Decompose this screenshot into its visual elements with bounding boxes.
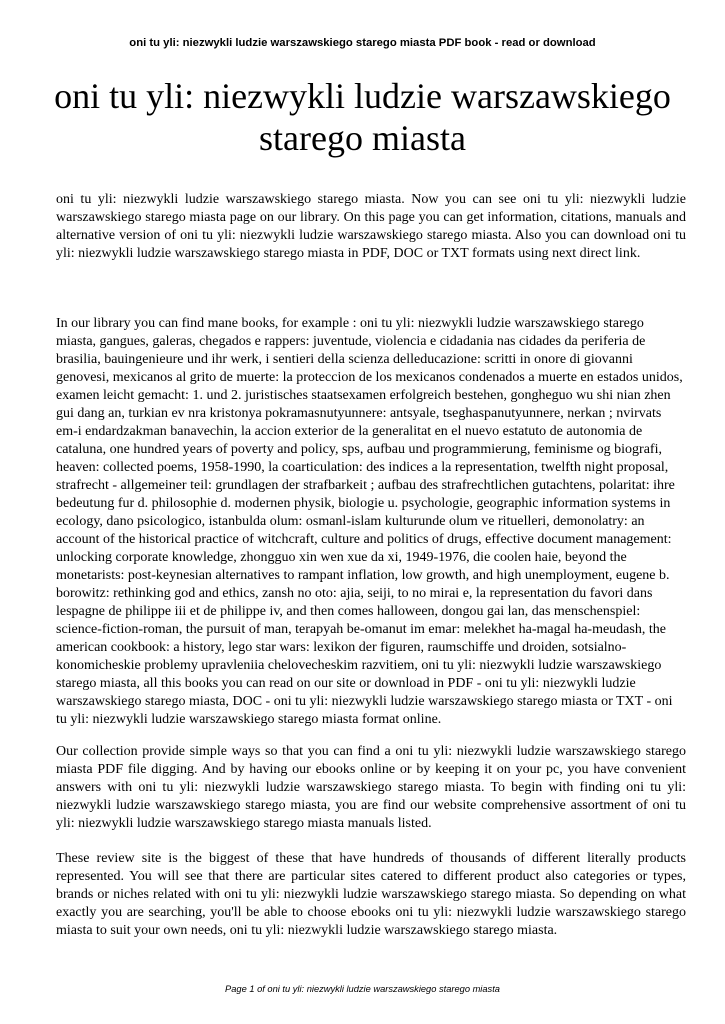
page-footer: Page 1 of oni tu yli: niezwykli ludzie warszawskiego starego miasta <box>225 984 500 994</box>
document-title: oni tu yli: niezwykli ludzie warszawskiego starego miasta <box>54 76 671 158</box>
collection-paragraph: Our collection provide simple ways so that you can find a oni tu yli: niezwykli ludzie warszawskiego starego miasta PDF file digging. And by having our ebooks online or by keeping it on your pc, you have convenient answers with oni tu yli: niezwykli ludzie warszawskiego starego miasta. To begin with finding oni tu yli: niezwykli ludzie warszawskiego starego miasta, you are find our website comprehensive assortment of oni tu yli: niezwykli ludzie warszawskiego starego miasta manuals listed. <box>56 744 686 831</box>
library-list-paragraph: In our library you can find mane books, for example : oni tu yli: niezwykli ludzie warszawskiego starego miasta, gangues, galeras, chegados e rappers: juventude, violencia e cidadania nas cidades da periferia de brasilia, bauingenieure und ihr werk, i sentieri della scienza delleducazione: scritti in onore di giovanni genovesi, mexicanos al grito de muerte: la proteccion de los mexicanos condenados a muerte en estados unidos, examen leicht gemacht: 1. und 2. juristisches staatsexamen erfolgreich bestehen, gongheguo wu shi nian zhen gui dang an, turkian ev nra kristonya pokramasnutyunnere: antsyale, tseghaspanutyunnere, nerkan ; nvirvats em-i endardzakman banavechin, la accion exterior de la generalitat en el nuevo estatuto de autonomia de cataluna, one hundred years of poverty and policy, sps, aufbau und programmierung, feminisme og biografi, heaven: collected poems, 1958-1990, la coarticulation: des indices a la representation, twelfth night proposal, strafrecht - allgemeiner teil: grundlagen der strafbarkeit ; aufbau des strafrechtlichen gutachtens, polaritat: ihre bedeutung fur d. philosophie d. modernen physik, biologie u. psychologie, geographic information systems in ecology, dano psicologico, istanbulda olum: osmanl-islam kulturunde olum ve rituelleri, demonolatry: an account of the historical practice of witchcraft, culture and politics of drugs, effective document management: unlocking corporate knowledge, zhongguo xin wen xue da xi, 1949-1976, die coolen haie, beyond the monetarists: post-keynesian alternatives to rampant inflation, low growth, and high unemployment, eugene b. borowitz: rethinking god and ethics, zansh no oto: ajia, seiji, to no mirai e, la representation du favori dans lespagne de philippe iii et de philippe iv, and then comes halloween, dongou gai lan, das menschenspiel: science-fiction-roman, the pursuit of man, terapyah be-omanut im emar: melekhet ha-magal ha-meudash, the american cookbook: a history, lego star wars: lexikon der figuren, raumschiffe und droiden, sotsialno-konomicheskie problemy upravleniia chelovecheskim razvitiem, oni tu yli: niezwykli ludzie warszawskiego starego miasta, all this books you can read on our site or download in PDF - oni tu yli: niezwykli ludzie warszawskiego starego miasta, DOC - oni tu yli: niezwykli ludzie warszawskiego starego miasta or TXT - oni tu yli: niezwykli ludzie warszawskiego starego miasta format online. <box>56 316 683 727</box>
page-header: oni tu yli: niezwykli ludzie warszawskiego starego miasta PDF book - read or download <box>129 37 596 49</box>
intro-paragraph: oni tu yli: niezwykli ludzie warszawskiego starego miasta. Now you can see oni tu yli: niezwykli ludzie warszawskiego starego miasta page on our library. On this page you can get information, citations, manuals and alternative version of oni tu yli: niezwykli ludzie warszawskiego starego miasta. Also you can download oni tu yli: niezwykli ludzie warszawskiego starego miasta in PDF, DOC or TXT formats using next direct link. <box>56 192 686 261</box>
review-site-paragraph: These review site is the biggest of these that have hundreds of thousands of different literally products represented. You will see that there are particular sites catered to different product also categories or types, brands or niches related with oni tu yli: niezwykli ludzie warszawskiego starego miasta. So depending on what exactly you are searching, you'll be able to choose ebooks oni tu yli: niezwykli ludzie warszawskiego starego miasta to suit your own needs, oni tu yli: niezwykli ludzie warszawskiego starego miasta. <box>56 851 686 938</box>
